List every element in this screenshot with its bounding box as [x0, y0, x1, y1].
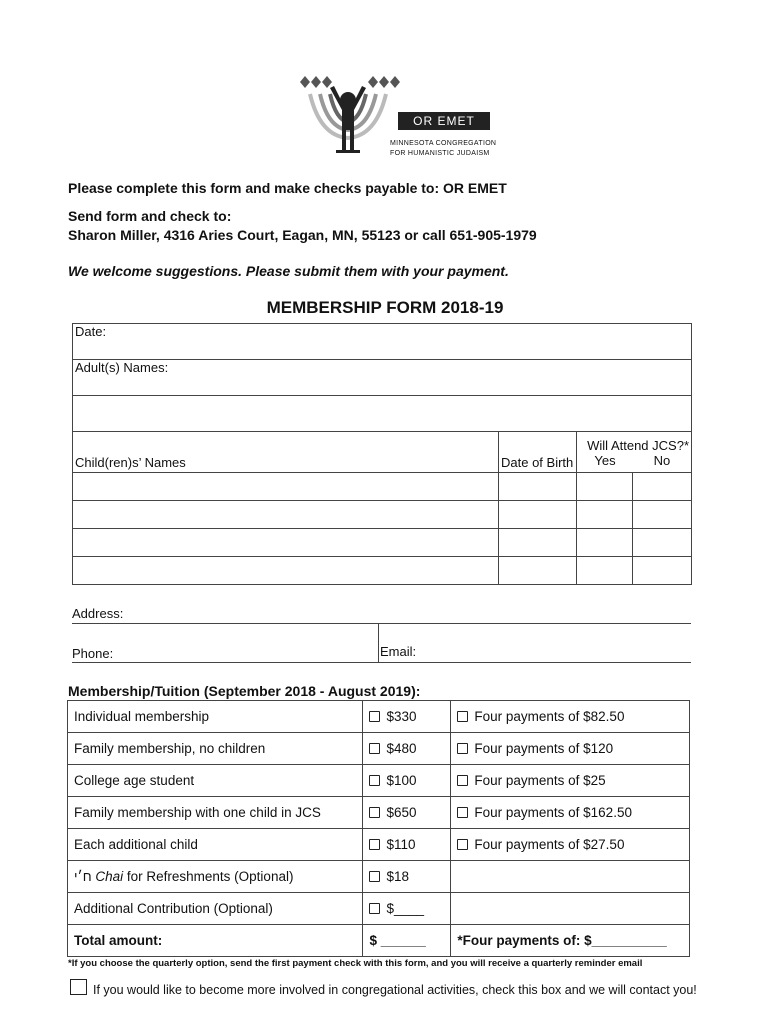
installment-cell[interactable] — [451, 701, 690, 733]
dob-header — [499, 432, 577, 473]
price-checkbox[interactable] — [369, 839, 380, 850]
mailing-address: Sharon Miller, 4316 Aries Court, Eagan, MN, 55123 or call 651-905-1979 — [68, 227, 537, 243]
installment-cell[interactable] — [451, 765, 690, 797]
child-dob-cell[interactable] — [499, 501, 577, 529]
installment-cell[interactable] — [451, 797, 690, 829]
contribution-label: Additional Contribution (Optional) — [68, 893, 363, 925]
four-payments-total-field[interactable]: *Four payments of: $__________ — [451, 925, 690, 957]
jcs-label: Will Attend JCS?* — [587, 438, 689, 453]
child-row — [73, 473, 692, 501]
child-row — [73, 557, 692, 585]
tuition-row — [68, 733, 690, 765]
installment-text: Four payments of $162.50 — [474, 805, 632, 820]
tuition-type: College age student — [68, 765, 363, 797]
tuition-heading: Membership/Tuition (September 2018 - August 2019): — [68, 683, 421, 699]
tuition-price-cell[interactable] — [363, 701, 451, 733]
member-info-table — [72, 323, 692, 585]
tuition-price-cell[interactable] — [363, 765, 451, 797]
child-row — [73, 529, 692, 557]
child-name-cell[interactable] — [73, 529, 499, 557]
chai-word: Chai — [95, 869, 124, 884]
tuition-row — [68, 829, 690, 861]
jcs-yes-label: Yes — [594, 453, 616, 468]
child-jcs-yes-cell[interactable] — [576, 473, 632, 501]
price-checkbox[interactable] — [369, 711, 380, 722]
child-jcs-no-cell[interactable] — [633, 473, 692, 501]
price-checkbox[interactable] — [369, 743, 380, 754]
child-row — [73, 501, 692, 529]
chai-price-cell[interactable] — [363, 861, 451, 893]
phone-label: Phone: — [72, 646, 114, 661]
tuition-price-cell[interactable] — [363, 733, 451, 765]
child-jcs-no-cell[interactable] — [633, 529, 692, 557]
contribution-checkbox[interactable] — [369, 903, 380, 914]
logo-name: OR EMET — [413, 114, 475, 128]
form-title: MEMBERSHIP FORM 2018-19 — [266, 298, 504, 317]
child-dob-cell[interactable] — [499, 529, 577, 557]
child-dob-cell[interactable] — [499, 473, 577, 501]
child-name-cell[interactable] — [73, 501, 499, 529]
dob-label: Date of Birth — [501, 455, 574, 470]
installment-cell[interactable] — [451, 829, 690, 861]
suggestions-note: We welcome suggestions. Please submit them with your payment. — [68, 263, 509, 279]
child-jcs-yes-cell[interactable] — [576, 529, 632, 557]
tuition-price: $110 — [386, 837, 416, 852]
payable-instruction: Please complete this form and make checks payable to: OR EMET — [68, 180, 507, 196]
logo-subtitle-2: FOR HUMANISTIC JUDAISM — [390, 150, 490, 157]
child-jcs-yes-cell[interactable] — [576, 557, 632, 585]
price-checkbox[interactable] — [369, 807, 380, 818]
tuition-price-cell[interactable] — [363, 829, 451, 861]
installment-text: Four payments of $27.50 — [474, 837, 625, 852]
child-jcs-yes-cell[interactable] — [576, 501, 632, 529]
adult-names-field[interactable] — [73, 360, 692, 396]
jcs-no-label: No — [653, 453, 671, 468]
send-to-label: Send form and check to: — [68, 208, 232, 224]
adult-names-label: Adult(s) Names: — [75, 360, 169, 375]
contribution-price: $____ — [386, 901, 424, 916]
tuition-type: Family membership with one child in JCS — [68, 797, 363, 829]
involvement-text: If you would like to become more involved in congregational activities, check this box and we will contact you! — [93, 983, 697, 997]
contribution-price-cell[interactable] — [363, 893, 451, 925]
installment-checkbox[interactable] — [457, 775, 468, 786]
address-label: Address: — [72, 606, 124, 621]
installment-cell[interactable] — [451, 733, 690, 765]
child-dob-cell[interactable] — [499, 557, 577, 585]
total-row — [68, 925, 690, 957]
child-jcs-no-cell[interactable] — [633, 557, 692, 585]
child-name-cell[interactable] — [73, 557, 499, 585]
child-jcs-no-cell[interactable] — [633, 501, 692, 529]
child-name-cell[interactable] — [73, 473, 499, 501]
contribution-empty-cell — [451, 893, 690, 925]
contribution-row — [68, 893, 690, 925]
logo-subtitle-1: MINNESOTA CONGREGATION — [390, 140, 497, 147]
tuition-type: Family membership, no children — [68, 733, 363, 765]
installment-checkbox[interactable] — [457, 839, 468, 850]
date-label: Date: — [75, 324, 107, 339]
tuition-row — [68, 765, 690, 797]
tuition-price: $100 — [386, 773, 417, 788]
installment-text: Four payments of $82.50 — [474, 709, 625, 724]
quarterly-footnote: *If you choose the quarterly option, send the first payment check with this form, and you will receive a quarterly reminder email — [68, 958, 643, 969]
tuition-price: $330 — [386, 709, 417, 724]
total-amount-field[interactable]: $ ______ — [363, 925, 451, 957]
tuition-price: $650 — [386, 805, 417, 820]
total-label: Total amount: — [68, 925, 363, 957]
installment-checkbox[interactable] — [457, 743, 468, 754]
email-label: Email: — [380, 644, 417, 659]
tuition-table — [67, 700, 690, 957]
tuition-row — [68, 797, 690, 829]
date-field[interactable] — [73, 324, 692, 360]
children-names-header — [73, 432, 499, 473]
chai-label — [68, 861, 363, 893]
phone-email-divider — [378, 624, 379, 662]
tuition-type: Individual membership — [68, 701, 363, 733]
installment-checkbox[interactable] — [457, 711, 468, 722]
chai-rest: for Refreshments (Optional) — [126, 869, 294, 884]
chai-price: $18 — [386, 869, 409, 884]
or-emet-logo — [290, 70, 510, 165]
chai-checkbox[interactable] — [369, 871, 380, 882]
tuition-type: Each additional child — [68, 829, 363, 861]
chai-hebrew: ח׳י — [74, 869, 92, 884]
tuition-price-cell[interactable] — [363, 797, 451, 829]
chai-row — [68, 861, 690, 893]
involvement-checkbox[interactable] — [70, 979, 87, 995]
price-checkbox[interactable] — [369, 775, 380, 786]
jcs-header — [576, 432, 691, 473]
adult-names-field-2[interactable] — [73, 396, 692, 432]
address-line[interactable] — [72, 623, 691, 624]
children-names-label: Child(ren)s’ Names — [75, 455, 186, 470]
phone-email-line[interactable] — [72, 662, 691, 663]
installment-text: Four payments of $120 — [474, 741, 614, 756]
tuition-price: $480 — [386, 741, 417, 756]
chai-empty-cell — [451, 861, 690, 893]
installment-text: Four payments of $25 — [474, 773, 606, 788]
logo-name-badge — [398, 112, 490, 130]
tuition-row — [68, 701, 690, 733]
installment-checkbox[interactable] — [457, 807, 468, 818]
